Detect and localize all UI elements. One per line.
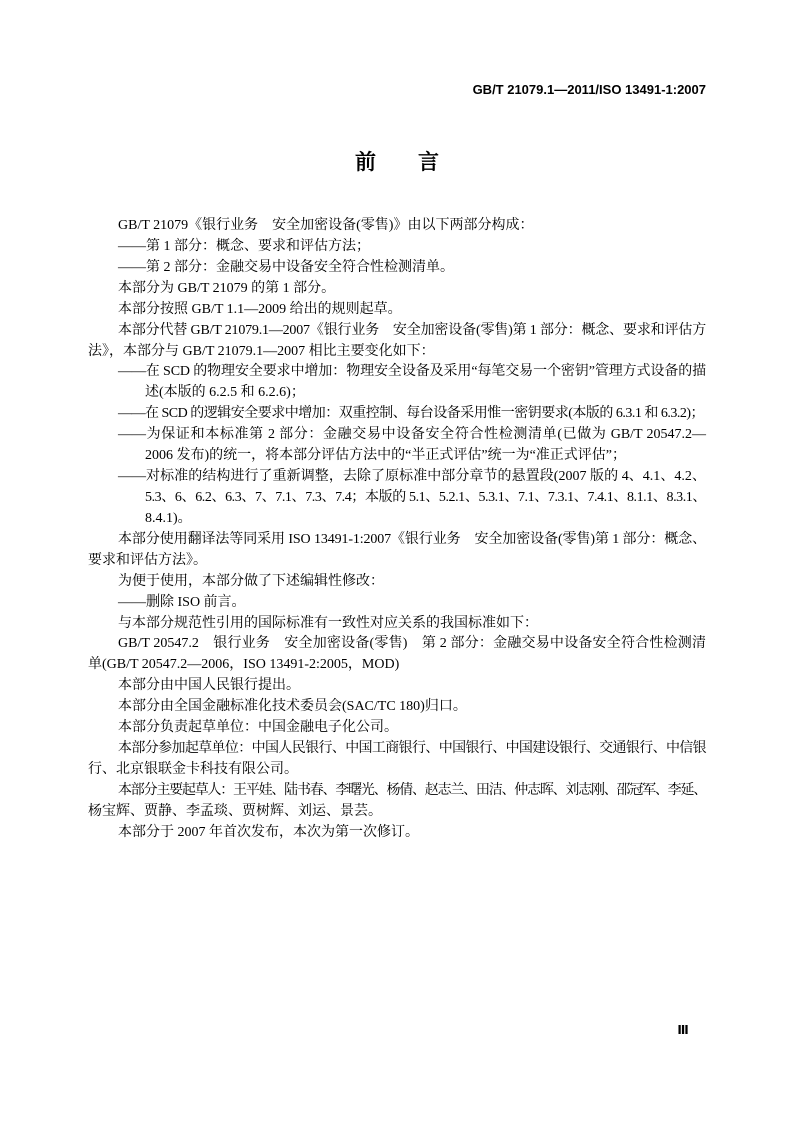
list-item-part-1 <box>88 237 706 258</box>
text-line: 本部分代替 GB/T 21079.1—2007《银行业务 安全加密设备(零售)第 1 部分：概念、要求和评估方 <box>118 322 706 338</box>
text-line: ——为保证和本标准第 2 部分：金融交易中设备安全符合性检测清单(已做为 GB/T 20547.2— <box>118 427 706 443</box>
paragraph-parts-composition <box>88 216 706 237</box>
text-line: ——在 SCD 的逻辑安全要求中增加：双重控制、每台设备采用惟一密钥要求(本版的 6.3.1 和 6.3.2)； <box>118 406 705 422</box>
text-line: 5.3、6、6.2、6.3、7、7.1、7.3、7.4；本版的 5.1、5.2.1、5.3.1、7.1、7.3.1、7.4.1、8.1.1、8.3.1、 <box>145 489 706 505</box>
text-line: 本部分按照 GB/T 1.1—2009 给出的规则起草。 <box>118 301 402 317</box>
paragraph-replacement-changes <box>88 321 706 363</box>
paragraph-part-statement <box>88 279 706 300</box>
text-line: 行、北京银联金卡科技有限公司。 <box>88 761 298 777</box>
text-line: ——第 2 部分：金融交易中设备安全符合性检测清单。 <box>118 259 454 275</box>
text-line: 本部分于 2007 年首次发布，本次为第一次修订。 <box>118 824 419 840</box>
list-item-change-evaluation-terminology <box>88 425 706 467</box>
text-line: 要求和评估方法》。 <box>88 552 207 568</box>
text-line: ——第 1 部分：概念、要求和评估方法； <box>118 238 370 254</box>
paragraph-publication-history <box>88 823 706 844</box>
paragraph-adoption-method <box>88 530 706 572</box>
list-item-part-2 <box>88 258 706 279</box>
foreword-title: 前 言 <box>355 151 439 174</box>
text-line: 杨宝辉、贾静、李孟琰、贾树辉、刘运、景芸。 <box>88 803 382 819</box>
text-line: ——对标准的结构进行了重新调整，去除了原标准中部分章节的悬置段(2007 版的 4、4.1、4.2、 <box>118 469 706 485</box>
page-number: Ⅲ <box>677 1023 689 1037</box>
list-item-delete-iso-foreword <box>88 593 706 614</box>
text-line: 8.4.1)。 <box>145 510 192 526</box>
paragraph-corresponding-standard <box>88 634 706 676</box>
text-line: 本部分由中国人民银行提出。 <box>118 678 300 694</box>
paragraph-editorial-changes-intro <box>88 572 706 593</box>
text-line: 为便于使用，本部分做了下述编辑性修改： <box>118 573 384 589</box>
text-line: 本部分使用翻译法等同采用 ISO 13491-1:2007《银行业务 安全加密设备(零售)第 1 部分：概念、 <box>118 531 706 547</box>
text-line: 本部分主要起草人：王平娃、陆书春、李曙光、杨倩、赵志兰、田洁、仲志晖、刘志刚、邵冠军、李延、 <box>118 782 706 798</box>
text-line: 与本部分规范性引用的国际标准有一致性对应关系的我国标准如下： <box>118 615 538 631</box>
paragraph-drafting-rules <box>88 300 706 321</box>
text-line: 法》，本部分与 GB/T 21079.1—2007 相比主要变化如下： <box>88 343 435 359</box>
text-line: ——删除 ISO 前言。 <box>118 594 246 610</box>
text-line: 本部分由全国金融标准化技术委员会(SAC/TC 180)归口。 <box>118 699 467 715</box>
text-line: 2006 发布)的统一，将本部分评估方法中的“半正式评估”统一为“准正式评估”； <box>145 448 627 464</box>
list-item-change-structure <box>88 467 706 530</box>
text-line: GB/T 21079《银行业务 安全加密设备(零售)》由以下两部分构成： <box>118 218 534 233</box>
paragraph-participating-organizations <box>88 739 706 781</box>
paragraph-administered-by <box>88 697 706 718</box>
paragraph-drafting-organization <box>88 718 706 739</box>
text-line: 述(本版的 6.2.5 和 6.2.6)； <box>145 385 305 401</box>
paragraph-normative-references-intro <box>88 614 706 635</box>
paragraph-proposed-by <box>88 676 706 697</box>
foreword-body <box>88 216 706 844</box>
paragraph-main-drafters <box>88 781 706 823</box>
text-line: ——在 SCD 的物理安全要求中增加：物理安全设备及采用“每笔交易一个密钥”管理方式设备的描 <box>118 364 706 380</box>
text-line: 单(GB/T 20547.2—2006，ISO 13491-2:2005，MOD) <box>88 657 400 673</box>
text-line: GB/T 20547.2 银行业务 安全加密设备(零售) 第 2 部分：金融交易中设备安全符合性检测清 <box>118 636 706 652</box>
standard-number-header: GB/T 21079.1—2011/ISO 13491-1:2007 <box>472 82 706 97</box>
text-line: 本部分为 GB/T 21079 的第 1 部分。 <box>118 280 336 296</box>
list-item-change-physical-security <box>88 362 706 404</box>
text-line: 本部分参加起草单位：中国人民银行、中国工商银行、中国银行、中国建设银行、交通银行、中信银 <box>118 741 706 757</box>
list-item-change-logical-security <box>88 404 706 425</box>
text-line: 本部分负责起草单位：中国金融电子化公司。 <box>118 720 398 736</box>
